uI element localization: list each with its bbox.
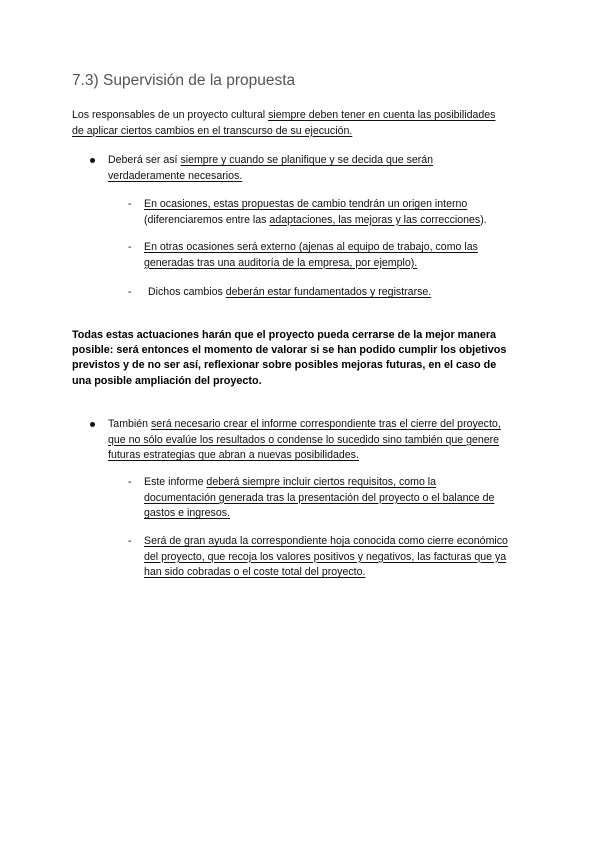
sub3-line-1	[148, 285, 548, 301]
sub2-underline-1: En otras ocasiones será externo (ajenas al equipo de trabajo, como las	[144, 241, 478, 253]
bullet2-underline-2: que no sólo evalúe los resultados o condense lo sucedido sino también que genere	[108, 433, 500, 446]
bullet-item-1	[108, 153, 528, 184]
bullet2-line-3	[108, 448, 548, 464]
sub1-end: ).	[480, 213, 487, 226]
dash-marker-5: -	[128, 535, 132, 547]
sub-item-3	[148, 285, 548, 301]
sub-item-2	[144, 240, 544, 271]
dash-marker-3: -	[128, 286, 132, 298]
bullet1-underline-1: siempre y cuando se planifique y se decida que serán	[180, 154, 434, 166]
sub1-underline-1: En ocasiones, estas propuestas de cambio tendrán un origen interno	[144, 198, 468, 210]
bullet1-line-2	[108, 169, 528, 185]
sub3-underline: deberán estar fundamentados y registrarse.	[225, 286, 432, 298]
intro-underline-1: siempre deben tener en cuenta las posibilidades	[268, 109, 496, 121]
sub2-line-1	[144, 240, 544, 256]
intro-line-2	[72, 124, 532, 140]
sub-item-1	[144, 197, 544, 228]
intro-text: Los responsables de un proyecto cultural	[72, 109, 269, 121]
sub5-underline-1: Será de gran ayuda la correspondiente hoja conocida como cierre económico	[144, 535, 508, 547]
bullet2-line-2	[108, 433, 548, 449]
sub5-line-2	[144, 550, 544, 566]
sub5-line-3	[144, 565, 544, 581]
sub4-line-1	[144, 475, 544, 491]
bullet-dot-2	[90, 422, 95, 427]
bullet-dot-1	[90, 158, 95, 163]
sub2-underline-2: generadas tras una auditoría de la empresa, por ejemplo).	[144, 256, 418, 269]
bullet1-line-1	[108, 153, 528, 169]
sub4-underline-3: gastos e ingresos.	[144, 507, 230, 519]
bold-line-4: una posible ampliación del proyecto.	[72, 374, 262, 387]
sub4-underline-2: documentación generada tras la presentación del proyecto o el balance de	[144, 491, 495, 504]
sub2-line-2	[144, 256, 544, 272]
sub1-text: (diferenciaremos entre las	[144, 213, 270, 226]
bullet2-underline-1: será necesario crear el informe correspondiente tras el cierre del proyecto,	[151, 418, 501, 430]
sub-item-4	[144, 475, 544, 522]
sub4-line-2	[144, 491, 544, 507]
sub5-underline-2: del proyecto, que recoja los valores positivos y negativos, las facturas que ya	[144, 550, 507, 563]
intro-underline-2: de aplicar ciertos cambios en el transcurso de su ejecución.	[72, 124, 353, 137]
dash-marker-1: -	[128, 198, 132, 210]
dash-marker-4: -	[128, 476, 132, 488]
sub5-underline-3: han sido cobradas o el coste total del proyecto.	[144, 566, 366, 578]
bullet-item-2	[108, 417, 548, 464]
sub3-text: Dichos cambios	[148, 286, 226, 298]
bold-line-2: posible: será entonces el momento de valorar si se han podido cumplir los objetivos	[72, 344, 507, 357]
section-heading: 7.3) Supervisión de la propuesta	[72, 72, 296, 89]
sub4-underline-1: deberá siempre incluir ciertos requisitos, como la	[206, 476, 437, 488]
sub5-line-1	[144, 534, 544, 550]
bullet2-underline-3: futuras estrategias que abran a nuevas posibilidades.	[108, 449, 359, 461]
bullet1-underline-2: verdaderamente necesarios.	[108, 169, 243, 182]
bold-line-1: Todas estas actuaciones harán que el proyecto pueda cerrarse de la mejor manera	[72, 329, 497, 341]
sub-item-5	[144, 534, 544, 581]
intro-paragraph	[72, 108, 532, 139]
sub1-underline-2: adaptaciones, las mejoras y las correcciones	[269, 213, 481, 226]
bullet2-text: También	[108, 418, 151, 430]
sub1-line-1	[144, 197, 544, 213]
sub4-text: Este informe	[144, 476, 207, 488]
dash-marker-2: -	[128, 241, 132, 253]
bullet1-text: Deberá ser así	[108, 154, 181, 166]
sub4-line-3	[144, 506, 544, 522]
sub1-line-2	[144, 213, 544, 229]
intro-line-1	[72, 108, 532, 124]
bullet2-line-1	[108, 417, 548, 433]
bold-paragraph	[72, 328, 542, 389]
bold-line-3: previstos y de no ser así, reflexionar sobre posibles mejoras futuras, en el caso de	[72, 359, 497, 372]
